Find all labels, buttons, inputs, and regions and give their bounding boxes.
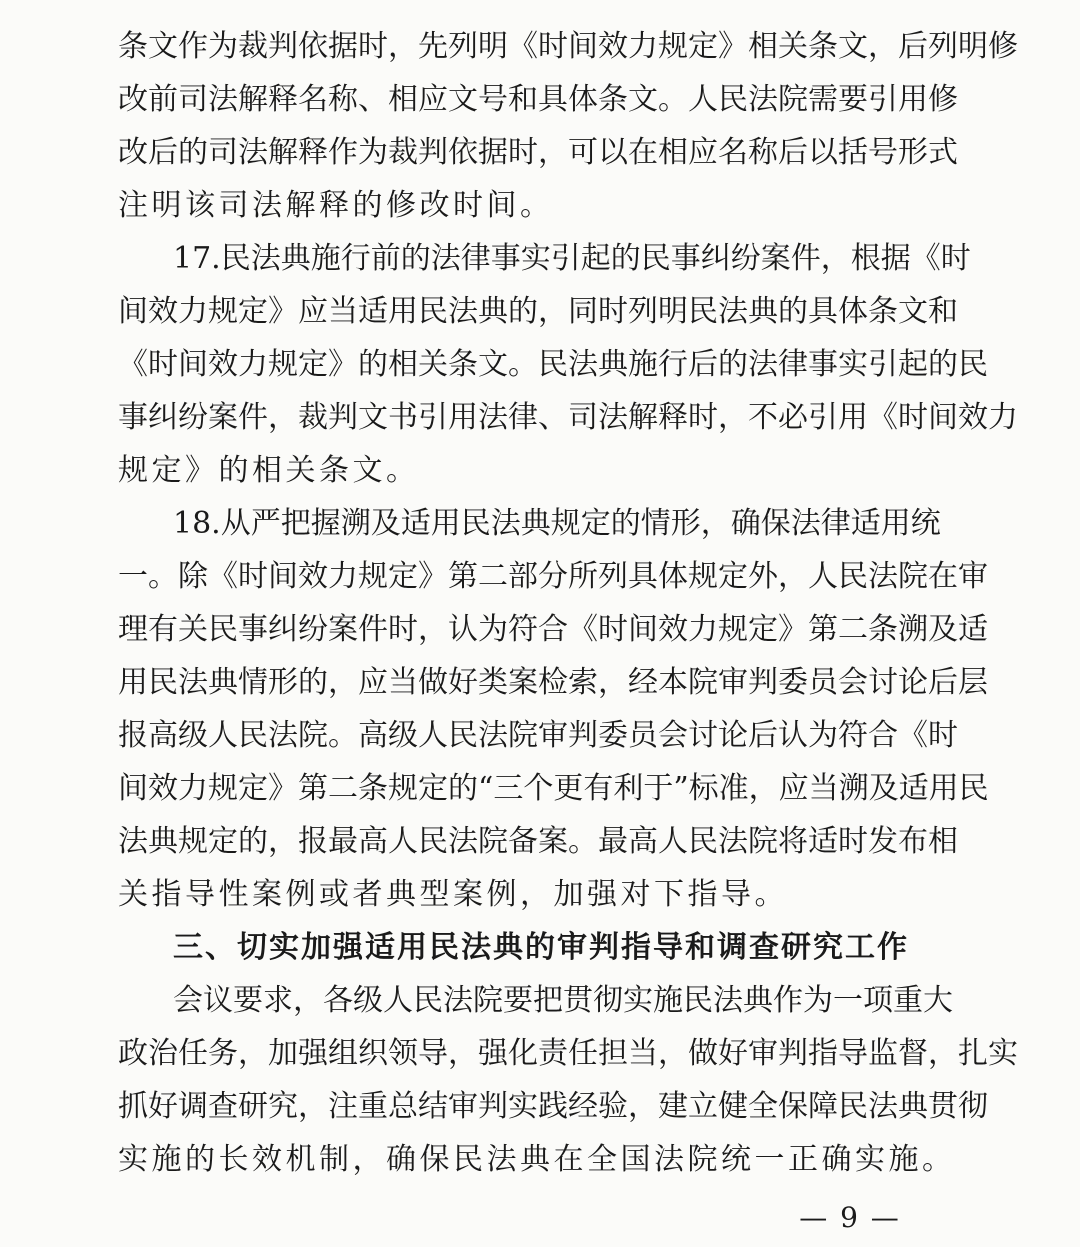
text-line: 规定》的相关条文。 bbox=[118, 453, 420, 488]
paragraph-18-start: 18.从严把握溯及适用民法典规定的情形，确保法律适用统 bbox=[173, 506, 941, 541]
text-line: 法典规定的，报最高人民法院备案。最高人民法院将适时发布相 bbox=[118, 824, 958, 859]
text-line: 事纠纷案件，裁判文书引用法律、司法解释时，不必引用《时间效力 bbox=[118, 400, 1018, 435]
text-line: 改前司法解释名称、相应文号和具体条文。人民法院需要引用修 bbox=[118, 82, 958, 117]
text-line: 报高级人民法院。高级人民法院审判委员会讨论后认为符合《时 bbox=[118, 718, 958, 753]
text-line: 间效力规定》应当适用民法典的，同时列明民法典的具体条文和 bbox=[118, 294, 958, 329]
text-line: 《时间效力规定》的相关条文。民法典施行后的法律事实引起的民 bbox=[118, 347, 988, 382]
text-line: 抓好调查研究，注重总结审判实践经验，建立健全保障民法典贯彻 bbox=[118, 1089, 988, 1124]
text-line: 间效力规定》第二条规定的“三个更有利于”标准，应当溯及适用民 bbox=[118, 771, 989, 806]
paragraph-start: 会议要求，各级人民法院要把贯彻实施民法典作为一项重大 bbox=[173, 983, 953, 1018]
text-line: 政治任务，加强组织领导，强化责任担当，做好审判指导监督，扎实 bbox=[118, 1036, 1018, 1071]
section-heading: 三、切实加强适用民法典的审判指导和调查研究工作 bbox=[173, 930, 909, 965]
text-line: 理有关民事纠纷案件时，认为符合《时间效力规定》第二条溯及适 bbox=[118, 612, 988, 647]
text-line: 关指导性案例或者典型案例，加强对下指导。 bbox=[118, 877, 788, 912]
paragraph-17-start: 17.民法典施行前的法律事实引起的民事纠纷案件，根据《时 bbox=[173, 241, 971, 276]
page-number: — 9 — bbox=[799, 1201, 901, 1234]
text-line: 实施的长效机制，确保民法典在全国法院统一正确实施。 bbox=[118, 1142, 956, 1177]
text-line: 注明该司法解释的修改时间。 bbox=[118, 188, 554, 223]
text-line: 条文作为裁判依据时，先列明《时间效力规定》相关条文，后列明修 bbox=[118, 29, 1018, 64]
text-line: 一。除《时间效力规定》第二部分所列具体规定外，人民法院在审 bbox=[118, 559, 988, 594]
text-line: 改后的司法解释作为裁判依据时，可以在相应名称后以括号形式 bbox=[118, 135, 958, 170]
text-line: 用民法典情形的，应当做好类案检索，经本院审判委员会讨论后层 bbox=[118, 665, 988, 700]
